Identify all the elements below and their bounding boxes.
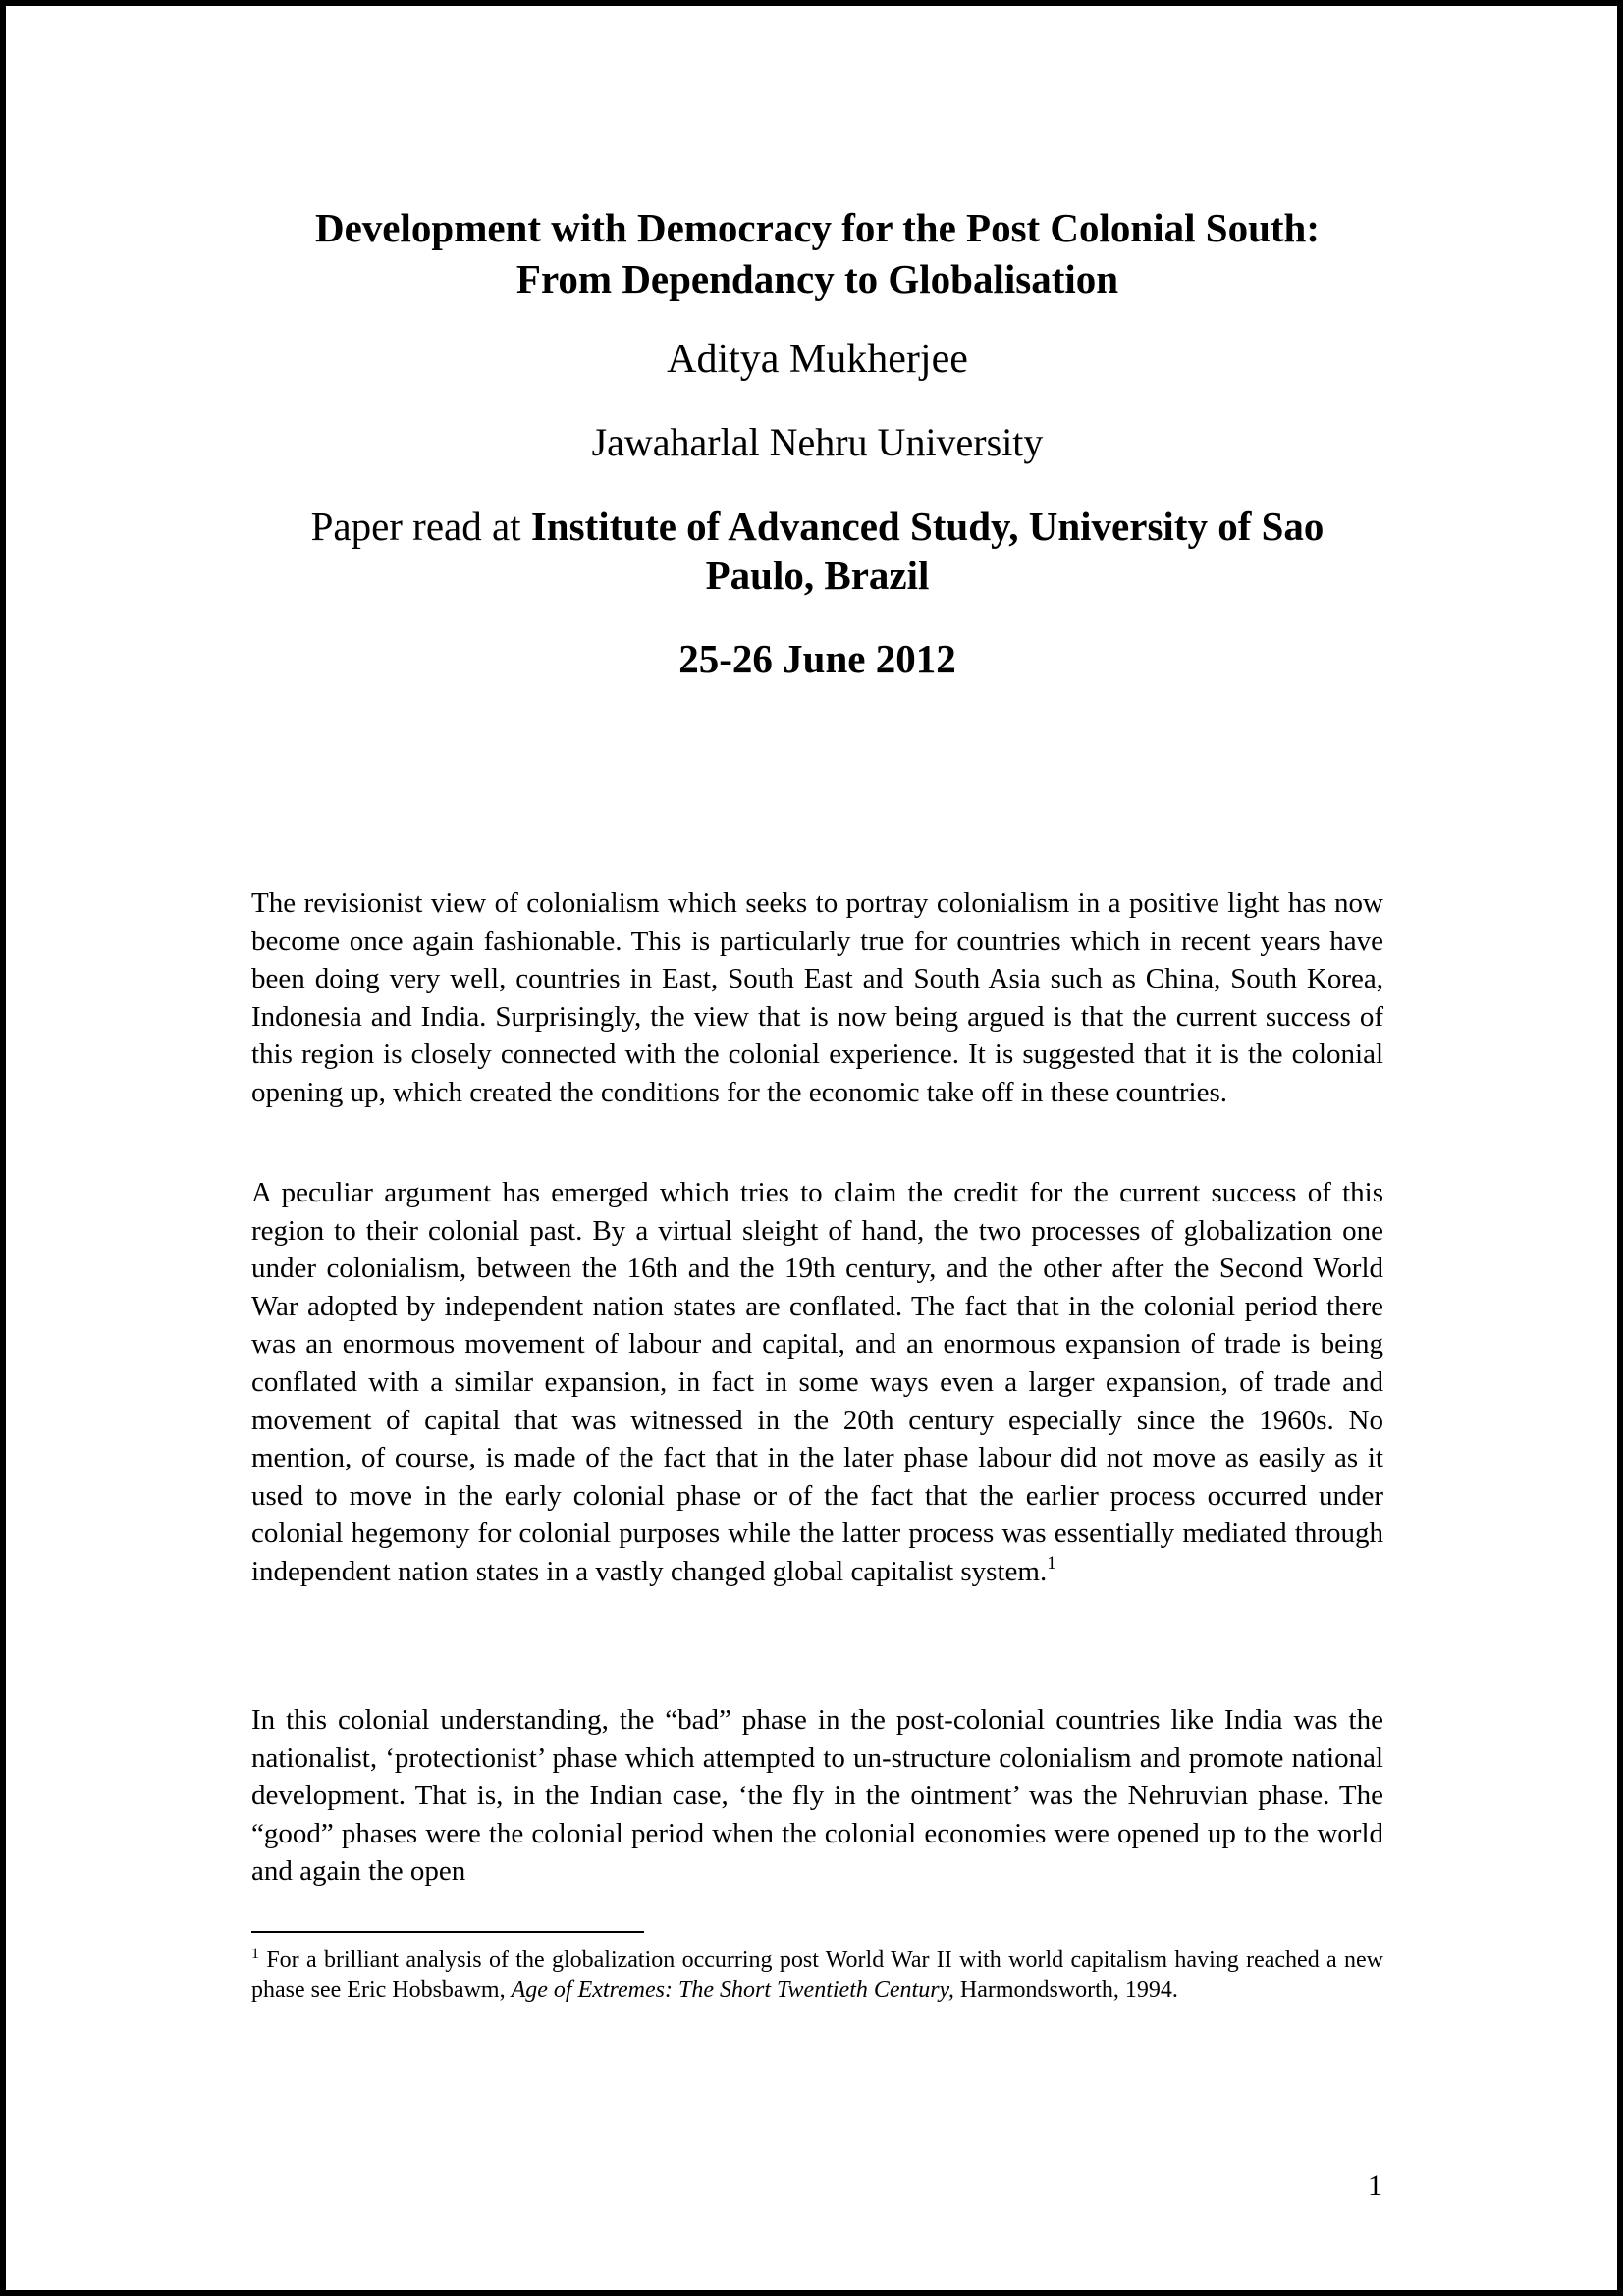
author-affiliation: Jawaharlal Nehru University (591, 420, 1044, 464)
title-line-2: From Dependancy to Globalisation (515, 256, 1119, 301)
body-paragraph-2 (251, 1174, 1383, 1591)
footnote-number: 1 (251, 1946, 259, 1962)
footnote-text-after: Harmondsworth, 1994. (953, 1977, 1178, 2002)
body-paragraph-2-text: A peculiar argument has emerged which tries to claim the credit for the current success of this region to their colonial past. By a virtual sleight of hand, the two processes of globalization one under colonialism, between the 16th and the 19th century, and the other after the Second World War adopted by independent nation states are conflated. The fact that in the colonial period there was an enormous movement of labour and capital, and an enormous expansion of trade is being conflated with a similar expansion, in fact in some ways even a larger expansion, of trade and movement of capital that was witnessed in the 20th century especially since the 1960s. No mention, of course, is made of the fact that in the later phase labour did not move as easily as it used to move in the early colonial phase or of the fact that the earlier process occurred under colonial hegemony for colonial purposes while the latter process was essentially mediated through independent nation states in a vastly changed global capitalist system. (251, 1177, 1383, 1587)
venue-line (202, 502, 1433, 600)
venue-name-line-1: Institute of Advanced Study, University of Sao (530, 504, 1325, 549)
presentation-date: 25-26 June 2012 (678, 636, 956, 681)
footnote-text-before: For a brilliant analysis of the globalization occurring post World War II with world capitalism having reached a new phase see Eric Hobsbawm, (251, 1948, 1383, 2002)
page-number: 1 (1368, 2169, 1382, 2202)
footnote-reference-1[interactable]: 1 (1047, 1552, 1056, 1574)
venue-prefix: Paper read at (310, 504, 531, 549)
footnote-divider (251, 1931, 644, 1933)
footnote-book-title: Age of Extremes: The Short Twentieth Century, (511, 1977, 954, 2002)
paper-title (202, 202, 1433, 304)
body-paragraph-3: In this colonial understanding, the “bad” phase in the post-colonial countries like India was the nationalist, ‘protectionist’ phase which attempted to un-structure colonialism and promote national development. That is, in the Indian case, ‘the fly in the ointment’ was the Nehruvian phase. The “good” phases were the colonial period when the colonial economies were opened up to the world and again the open (251, 1704, 1383, 1888)
body-paragraph-1: The revisionist view of colonialism which seeks to portray colonialism in a positive light has now become once again fashionable. This is particularly true for countries which in recent years have been doing very well, countries in East, South East and South Asia such as China, South Korea, Indonesia and India. Surprisingly, the view that is now being argued is that the current success of this region is closely connected with the colonial experience. It is suggested that it is the colonial opening up, which created the conditions for the economic take off in these countries. (251, 887, 1383, 1108)
title-line-1: Development with Democracy for the Post Colonial South: (315, 205, 1320, 250)
footnote-1 (251, 1946, 1383, 2004)
author-name: Aditya Mukherjee (667, 337, 968, 382)
venue-name-line-2: Paulo, Brazil (705, 553, 930, 598)
